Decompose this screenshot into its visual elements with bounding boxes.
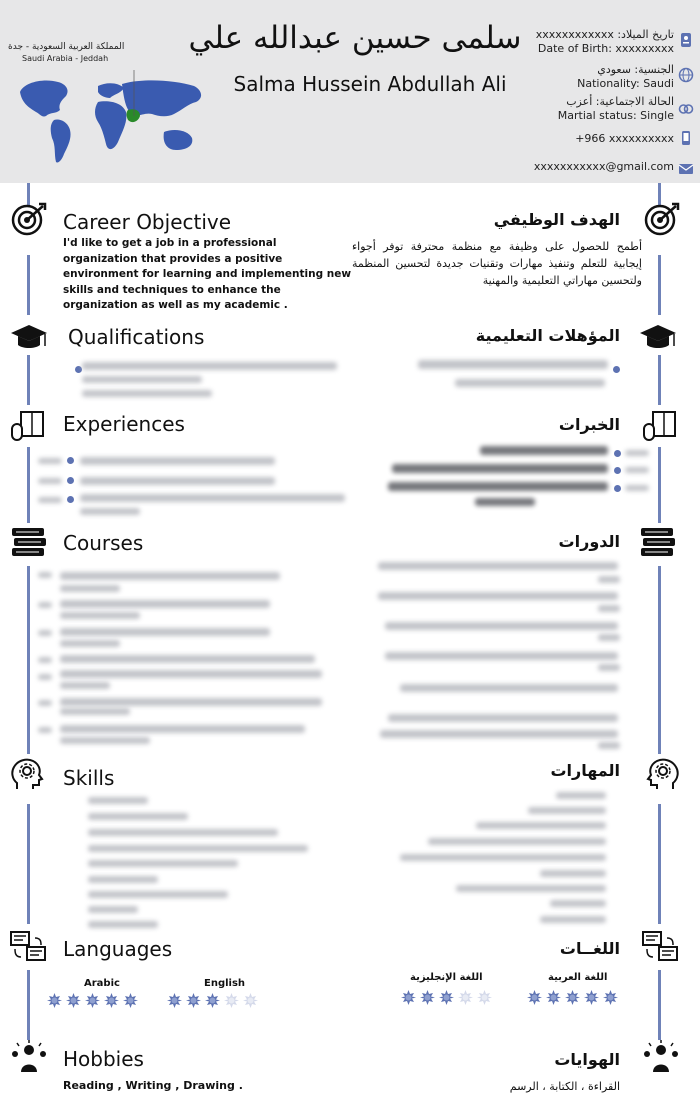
rings-icon: [678, 100, 694, 116]
left-timeline: [27, 447, 30, 523]
rating-star-filled: [186, 993, 201, 1008]
rating-star-filled: [603, 990, 618, 1005]
bullet-dot: [67, 477, 74, 484]
nationality-english: Nationality: Saudi: [577, 77, 674, 90]
bullet-dot: [614, 450, 621, 457]
graduation-cap-icon: [9, 320, 49, 354]
qualification-item-blurred: [82, 362, 337, 370]
rating-star-filled: [167, 993, 182, 1008]
course-year-blurred: [38, 727, 52, 733]
course-year-blurred: [38, 700, 52, 706]
skill-item-blurred: [528, 807, 606, 814]
experience-item-blurred: [80, 508, 140, 515]
marital-english: Martial status: Single: [557, 109, 674, 122]
experience-item-blurred: [80, 477, 275, 485]
graduation-cap-icon: [638, 320, 678, 354]
experience-item-blurred: [392, 464, 608, 473]
skill-item-blurred: [456, 885, 606, 892]
course-year-blurred: [38, 630, 52, 636]
right-timeline: [658, 804, 661, 924]
skill-item-blurred: [88, 797, 148, 804]
course-item-blurred: [378, 562, 618, 570]
head-gear-icon: [641, 757, 681, 791]
course-year-blurred: [38, 572, 52, 578]
qualification-item-blurred: [418, 360, 608, 369]
course-item-blurred: [60, 725, 305, 733]
objective-text-en: I'd like to get a job in a professional organization that provides a positive environment for learning and implementing new skills and techniques to enhance the organization as well as my academic .: [63, 237, 352, 311]
marital-block: [558, 95, 674, 123]
chat-translate-icon: [9, 930, 49, 964]
name-english: Salma Hussein Abdullah Ali: [233, 72, 507, 96]
rating-star-filled: [123, 993, 138, 1008]
people-hobbies-icon: [9, 1040, 49, 1074]
course-item-blurred: [60, 698, 322, 706]
skill-item-blurred: [88, 891, 228, 898]
course-item-blurred: [60, 572, 280, 580]
course-item-blurred: [60, 628, 270, 636]
hobbies-title-en: Hobbies: [63, 1047, 144, 1071]
email-icon: [678, 161, 694, 177]
rating-star-filled: [47, 993, 62, 1008]
course-year-blurred: [38, 602, 52, 608]
location-english: Saudi Arabia - Jeddah: [22, 54, 109, 63]
name-arabic: سلمى حسين عبدالله علي: [188, 20, 522, 56]
course-item-blurred: [598, 634, 620, 641]
dob-english: Date of Birth: xxxxxxxxx: [537, 42, 674, 55]
course-item-blurred: [60, 655, 315, 663]
objective-title-en: Career Objective: [63, 210, 232, 234]
skill-item-blurred: [88, 876, 158, 883]
rating-star-filled: [565, 990, 580, 1005]
books-stack-icon: [9, 525, 49, 559]
course-item-blurred: [598, 664, 620, 671]
bullet-dot: [67, 496, 74, 503]
header-banner: [0, 0, 700, 183]
course-item-blurred: [380, 730, 618, 738]
qualification-item-blurred: [455, 379, 605, 387]
languages-title-en: Languages: [63, 937, 173, 961]
rating-star-filled: [104, 993, 119, 1008]
objective-text-ar: أطمح للحصول على وظيفة مع منظمة محترفة توفر أجواء إيجابية للتعلم وتنفيذ مهارات وتقنيات جديدة لتحسين المنظمة ولتحسين مهاراتي التعليمية والمهنية: [352, 240, 642, 287]
books-stack-icon: [638, 525, 678, 559]
course-item-blurred: [598, 576, 620, 583]
experience-item-blurred: [475, 498, 535, 506]
experience-year-blurred: [38, 497, 62, 503]
experience-item-blurred: [80, 457, 275, 465]
world-map-icon: [14, 70, 210, 170]
rating-star-filled: [205, 993, 220, 1008]
skill-item-blurred: [88, 906, 138, 913]
people-hobbies-icon: [641, 1040, 681, 1074]
experiences-title-ar: الخبرات: [558, 415, 620, 434]
qualifications-title-ar: المؤهلات التعليمية: [475, 326, 620, 345]
target-icon: [9, 202, 49, 236]
course-item-blurred: [60, 670, 322, 678]
experience-year-blurred: [38, 478, 62, 484]
right-timeline: [658, 566, 661, 754]
qualification-item-blurred: [82, 390, 212, 397]
objective-title-ar: الهدف الوظيفي: [493, 210, 620, 229]
rating-star-empty: [243, 993, 258, 1008]
left-timeline: [27, 255, 30, 315]
course-year-blurred: [38, 674, 52, 680]
course-item-blurred: [60, 708, 130, 715]
experience-year-blurred: [38, 458, 62, 464]
left-timeline: [27, 970, 30, 1040]
rating-star-empty: [224, 993, 239, 1008]
experience-item-blurred: [80, 494, 345, 502]
location-arabic: المملكة العربية السعودية - جدة: [8, 42, 125, 52]
right-timeline: [658, 447, 661, 523]
rating-star-filled: [420, 990, 435, 1005]
left-timeline: [27, 566, 30, 754]
course-item-blurred: [388, 714, 618, 722]
head-gear-icon: [9, 757, 49, 791]
course-item-blurred: [385, 652, 618, 660]
skill-item-blurred: [88, 921, 158, 928]
course-item-blurred: [60, 612, 140, 619]
email-address: xxxxxxxxxxx@gmail.com: [533, 160, 674, 173]
course-year-blurred: [38, 657, 52, 663]
skill-item-blurred: [88, 813, 188, 820]
experiences-title-en: Experiences: [63, 412, 185, 436]
course-item-blurred: [60, 585, 120, 592]
lang-arabic-label-ar: اللغة العربية: [548, 972, 608, 983]
right-timeline: [658, 970, 661, 1040]
lang-arabic-label-en: Arabic: [84, 978, 120, 989]
lang-english-label-ar: اللغة الإنجليزية: [410, 972, 483, 983]
skill-item-blurred: [476, 822, 606, 829]
experience-year-blurred: [625, 450, 649, 456]
phone-number: +966 xxxxxxxxxx: [575, 132, 674, 145]
dob-arabic: تاريخ الميلاد: xxxxxxxxxxxx: [535, 28, 674, 41]
right-timeline: [658, 355, 661, 405]
bullet-dot: [75, 366, 82, 373]
skill-item-blurred: [540, 916, 606, 923]
languages-title-ar: اللغــات: [559, 939, 620, 958]
course-item-blurred: [60, 640, 120, 647]
left-timeline: [27, 355, 30, 405]
hobbies-text-en: Reading , Writing , Drawing .: [63, 1079, 243, 1092]
globe-icon: [678, 67, 694, 83]
experience-year-blurred: [625, 467, 649, 473]
qualification-item-blurred: [82, 376, 202, 383]
skill-item-blurred: [88, 860, 238, 867]
phone-icon: [678, 130, 694, 146]
id-card-icon: [678, 32, 694, 48]
skill-item-blurred: [556, 792, 606, 799]
skill-item-blurred: [540, 870, 606, 877]
courses-title-ar: الدورات: [558, 532, 620, 551]
course-item-blurred: [400, 684, 618, 692]
target-icon: [642, 202, 682, 236]
chat-translate-icon: [641, 930, 681, 964]
marital-arabic: الحالة الاجتماعية: أعزب: [566, 95, 674, 108]
rating-star-filled: [401, 990, 416, 1005]
right-timeline: [658, 255, 661, 315]
course-item-blurred: [378, 592, 618, 600]
rating-star-filled: [527, 990, 542, 1005]
course-item-blurred: [598, 742, 620, 749]
lang-english-label-en: English: [204, 978, 246, 989]
rating-star-empty: [458, 990, 473, 1005]
bullet-dot: [614, 485, 621, 492]
experience-year-blurred: [625, 485, 649, 491]
hobbies-title-ar: الهوايات: [554, 1050, 620, 1069]
nationality-arabic: الجنسية: سعودي: [597, 63, 674, 76]
nationality-block: [577, 63, 674, 91]
skills-title-en: Skills: [63, 766, 115, 790]
skill-item-blurred: [550, 900, 606, 907]
bullet-dot: [614, 467, 621, 474]
experience-item-blurred: [480, 446, 608, 455]
skill-item-blurred: [88, 845, 308, 852]
rating-star-empty: [477, 990, 492, 1005]
book-mouse-icon: [9, 410, 49, 444]
course-item-blurred: [598, 605, 620, 612]
skill-item-blurred: [428, 838, 606, 845]
experience-item-blurred: [388, 482, 608, 491]
rating-star-filled: [66, 993, 81, 1008]
rating-star-filled: [439, 990, 454, 1005]
course-item-blurred: [60, 600, 270, 608]
bullet-dot: [613, 366, 620, 373]
course-item-blurred: [385, 622, 618, 630]
course-item-blurred: [60, 682, 110, 689]
hobbies-text-ar: القراءة ، الكتابة ، الرسم: [509, 1080, 620, 1093]
book-mouse-icon: [641, 410, 681, 444]
skills-title-ar: المهارات: [550, 761, 620, 780]
courses-title-en: Courses: [63, 531, 144, 555]
left-timeline: [27, 804, 30, 924]
skill-item-blurred: [88, 829, 278, 836]
rating-star-filled: [546, 990, 561, 1005]
skill-item-blurred: [400, 854, 606, 861]
rating-star-filled: [584, 990, 599, 1005]
bullet-dot: [67, 457, 74, 464]
rating-star-filled: [85, 993, 100, 1008]
qualifications-title-en: Qualifications: [68, 325, 205, 349]
course-item-blurred: [60, 737, 150, 744]
dob-block: [536, 28, 674, 56]
